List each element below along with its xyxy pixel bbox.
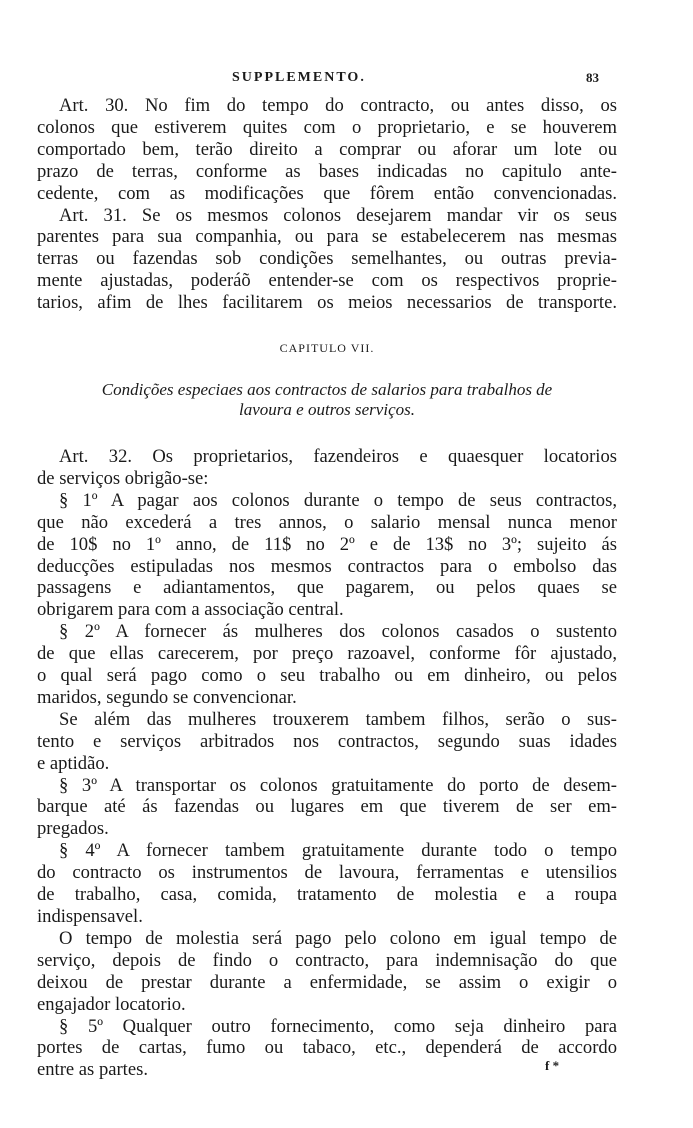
- text-line: de serviços obrigão-se:: [37, 467, 209, 489]
- text-line: deixou de prestar durante a enfermidade, se assim o exigir o: [37, 971, 617, 993]
- paragraph-3: [37, 775, 617, 841]
- text-line: O tempo de molestia será pago pelo colono em igual tempo de: [59, 927, 617, 949]
- text-line: § 1º A pagar aos colonos durante o tempo de seus contractos,: [59, 489, 617, 511]
- text-line: terras ou fazendas sob condições semelhantes, ou outras previa-: [37, 248, 617, 270]
- text-line: deducções estipuladas nos mesmos contractos para o embolso das: [37, 555, 617, 577]
- text-line: pregados.: [37, 818, 109, 840]
- chapter-heading: CAPITULO VII.: [279, 341, 375, 356]
- signature-mark: f *: [545, 1058, 560, 1073]
- text-line: prazo de terras, conforme as bases indicadas no capitulo ante-: [37, 160, 617, 182]
- text-line: de 10$ no 1º anno, de 11$ no 2º e de 13$ no 3º; sujeito ás: [37, 533, 617, 555]
- text-line: que não excederá a tres annos, o salario mensal nunca menor: [37, 511, 617, 533]
- text-line: colonos que estiverem quites com o proprietario, e se houverem: [37, 116, 617, 138]
- text-line: Art. 32. Os proprietarios, fazendeiros e quaesquer locatorios: [59, 445, 617, 467]
- body-text: [37, 95, 617, 1081]
- text-line: comportado bem, terão direito a comprar ou aforar um lote ou: [37, 138, 617, 160]
- subtitle-line: Condições especiaes aos contractos de salarios para trabalhos de: [101, 379, 553, 399]
- text-line: de que ellas carecerem, por preço razoavel, conforme fôr ajustado,: [37, 643, 617, 665]
- text-line: cedente, com as modificações que fôrem então convencionadas.: [37, 182, 617, 204]
- text-line: portes de cartas, fumo ou tabaco, etc., dependerá de accordo: [37, 1037, 617, 1059]
- text-line: Art. 31. Se os mesmos colonos desejarem mandar vir os seus: [59, 204, 617, 226]
- running-head: [0, 70, 693, 90]
- text-line: passagens e adiantamentos, que pagarem, ou pelos quaes se: [37, 577, 617, 599]
- text-line: Art. 30. No fim do tempo do contracto, ou antes disso, os: [59, 95, 617, 116]
- paragraph-1: [37, 490, 617, 621]
- text-line: § 2º A fornecer ás mulheres dos colonos casados o sustento: [59, 621, 617, 643]
- paragraph-4: [37, 840, 617, 928]
- text-line: barque até ás fazendas ou lugares em que tiverem de ser em-: [37, 796, 617, 818]
- text-line: o qual será pago como o seu trabalho ou em dinheiro, ou pelos: [37, 665, 617, 687]
- paragraph-2: [37, 621, 617, 709]
- page-number: 83: [586, 70, 599, 85]
- text-line: e aptidão.: [37, 752, 110, 774]
- subtitle-line: lavoura e outros serviços.: [239, 399, 415, 419]
- text-line: mente ajustadas, poderáõ entender-se com os respectivos proprie-: [37, 270, 617, 292]
- text-line: do contracto os instrumentos de lavoura, ferramentas e utensilios: [37, 862, 617, 884]
- text-line: serviço, depois de findo o contracto, para indemnisação do que: [37, 949, 617, 971]
- chapter-subtitle: [37, 380, 617, 420]
- text-line: de trabalho, casa, comida, tratamento de molestia e a roupa: [37, 884, 617, 906]
- text-line: maridos, segundo se convencionar.: [37, 686, 297, 708]
- paragraph-4-illness: [37, 928, 617, 1016]
- text-line: tento e serviços arbitrados nos contractos, segundo suas idades: [37, 730, 617, 752]
- article-32: [37, 446, 617, 490]
- text-line: § 3º A transportar os colonos gratuitamente do porto de desem-: [59, 774, 617, 796]
- article-31: [37, 205, 617, 315]
- text-line: engajador locatorio.: [37, 993, 186, 1015]
- text-line: indispensavel.: [37, 906, 143, 927]
- paragraph-2-children: [37, 709, 617, 775]
- paragraph-5: [37, 1016, 617, 1082]
- text-line: tarios, afim de lhes facilitarem os meios necessarios de transporte.: [37, 292, 617, 314]
- text-line: obrigarem para com a associação central.: [37, 599, 344, 621]
- text-line: entre as partes.: [37, 1059, 148, 1081]
- text-line: parentes para sua companhia, ou para se estabelecerem nas mesmas: [37, 226, 617, 248]
- text-line: Se além das mulheres trouxerem tambem filhos, serão o sus-: [59, 708, 617, 730]
- text-line: § 5º Qualquer outro fornecimento, como seja dinheiro para: [59, 1015, 617, 1037]
- running-title: SUPPLEMENTO.: [232, 70, 366, 85]
- article-30: [37, 95, 617, 205]
- text-line: § 4º A fornecer tambem gratuitamente durante todo o tempo: [59, 840, 617, 862]
